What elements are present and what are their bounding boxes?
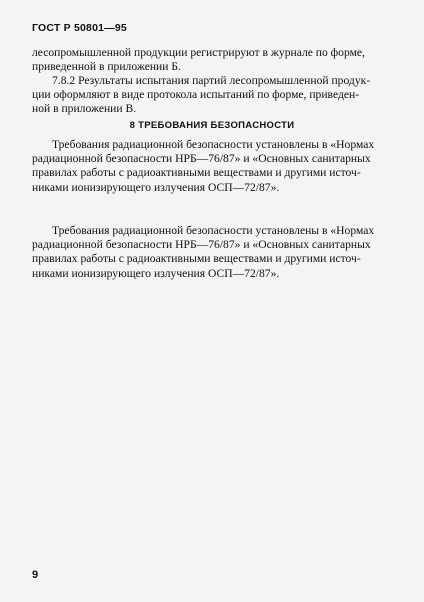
paragraph-journal-registration [32,46,398,74]
text-line: 7.8.2 Результаты испытания партий лесопромышленной продук- [52,74,371,87]
text-line: Требования радиационной безопасности установлены в «Нормах [52,224,375,237]
paragraph-7-8-2 [32,74,398,117]
text-line: приведенной в приложении Б. [32,60,181,74]
paragraph-radiation-safety [32,138,398,195]
text-line: никами ионизирующего излучения ОСП—72/87». [32,266,280,280]
text-line: никами ионизирующего излучения ОСП—72/87». [32,180,280,194]
section-heading: 8 ТРЕБОВАНИЯ БЕЗОПАСНОСТИ [129,120,295,131]
text-line: правилах работы с радиоактивными веществами и другими источ- [32,252,361,266]
text-line: радиационной безопасности НРБ—76/87» и «Основных санитарных [32,152,371,166]
standard-header: ГОСТ Р 50801—95 [32,22,127,34]
text-line: радиационной безопасности НРБ—76/87» и «Основных санитарных [32,238,371,252]
text-line: ции оформляют в виде протокола испытаний по форме, приведен- [32,88,360,102]
text-line: ной в приложении В. [32,102,137,116]
paragraph-radiation-safety-repeat [32,224,398,281]
text-line: правилах работы с радиоактивными веществами и другими источ- [32,166,361,180]
text-line: лесопромышленной продукции регистрируют в журнале по форме, [32,46,365,59]
page-number: 9 [32,569,39,581]
text-line: Требования радиационной безопасности установлены в «Нормах [52,138,375,151]
